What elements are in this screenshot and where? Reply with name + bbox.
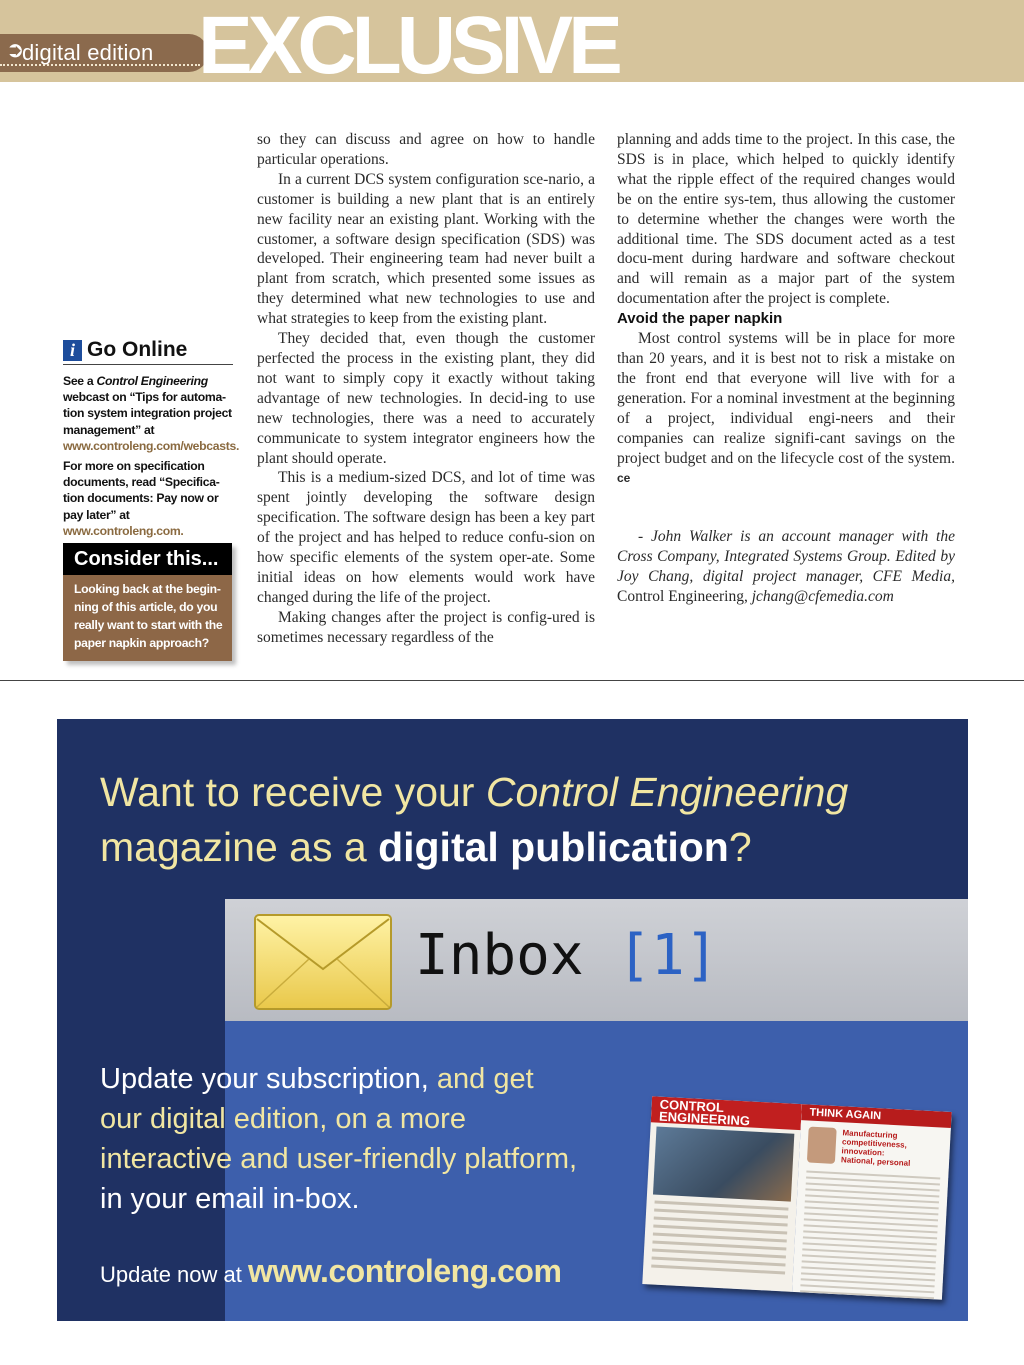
article-text: Most control systems will be in place for more than 20 years, and it is best not to risk a mistake on the front end that everyone will live with for a generation. For a nominal investment at the beginning of a project, individual engi-neers and their companies can realize signifi-cant savings on the project budget and on the lifecycle cost of the system.: [617, 330, 955, 467]
article-paragraph: [617, 329, 955, 489]
ad-copy-line: Update your subscription,: [100, 1063, 429, 1095]
ad-headline: [100, 765, 940, 875]
article-paragraph: so they can discuss and agree on how to handle particular operations.: [257, 131, 595, 168]
ad-copy-line: interactive and user-friendly platform,: [100, 1143, 578, 1175]
section-subhead: Avoid the paper napkin: [617, 310, 783, 328]
ad-headline-text: magazine as a: [100, 824, 367, 870]
ad-url-link[interactable]: www.controleng.com: [248, 1253, 562, 1289]
spec-text: For more on specification documents, read “Specifica-tion documents: Pay now or pay later” at: [63, 459, 220, 522]
go-online-header: [63, 338, 233, 365]
inbox-label: [415, 923, 718, 988]
arrow-icon: ➲: [6, 38, 25, 63]
magazine-blurb: Manufacturing competitiveness, innovation: National, personal: [840, 1128, 911, 1168]
go-online-title: Go Online: [87, 338, 188, 361]
magazine-portrait: [807, 1127, 837, 1164]
article-paragraph: They decided that, even though the customer perfected the process in the existing plant, they did not want to simply copy it exactly without taking advantage of new technologies. In decid-ing to use new technologies, there was a need to accurately communicate to system integrator engineers how the plant should operate.: [257, 330, 595, 467]
webcast-text: webcast on “Tips for automa-tion system integration project management” at: [63, 390, 232, 437]
bio-text: - John Walker is an account manager with the Cross Company, Integrated Systems Group. Edited by Joy Chang, digital project manager, CFE Media,: [617, 528, 955, 586]
article-paragraph: This is a medium-sized DCS, and lot of time was spent jointly developing the software design specification. The software design has been a key part of the project and has helped to reduce confu-sion on how specific elements of the system oper-ate. Some initial ideas on how elements would work have changed during the life of the project.: [257, 469, 595, 606]
dotted-rule: [0, 64, 200, 66]
ad-copy-line: in your email in-box.: [100, 1183, 360, 1215]
article-paragraph: Making changes after the project is config-ured is sometimes necessary regardless of the: [257, 608, 595, 646]
webcast-brand: Control Engineering: [96, 374, 208, 388]
bio-email[interactable]: jchang@cfemedia.com: [751, 588, 894, 606]
spec-paragraph: [63, 458, 233, 539]
exclusive-banner: EXCLUSIVE: [198, 0, 618, 91]
ad-copy-line: and get: [436, 1063, 534, 1095]
article-paragraph: planning and adds time to the project. In this case, the SDS is in place, which helped to quickly identify what the ripple effect of the required changes would be on the entire sys-tem, thus allowing the customer to determine whether the changes were worth the additional time. The SDS document acted as a test docu-ment during hardware and software checkout and will remain as a major part of the system documentation after the project is complete.: [617, 131, 955, 308]
magazine-page-header: THINK AGAIN: [801, 1104, 952, 1128]
article-column-right: [617, 130, 955, 607]
webcast-text-start: See a: [63, 374, 94, 388]
magazine-photo: [653, 1127, 794, 1202]
consider-this-box: [63, 543, 232, 661]
webcast-paragraph: [63, 373, 240, 454]
go-online-box: [63, 338, 240, 543]
ad-update-label: Update now at: [100, 1262, 242, 1287]
magazine-text-lines: [651, 1201, 789, 1280]
ad-headline-strong: digital publication: [378, 824, 729, 870]
digital-edition-label: digital edition: [22, 40, 154, 65]
magazine-cover: [642, 1096, 802, 1292]
end-mark: ce: [617, 471, 631, 486]
envelope-icon: [253, 913, 393, 1011]
go-online-body: [63, 373, 240, 539]
section-divider: [0, 680, 1024, 681]
spec-link[interactable]: www.controleng.com.: [63, 523, 184, 538]
consider-this-text: Looking back at the begin-ning of this article, do you really want to start with the paper napkin approach?: [74, 582, 223, 650]
article-paragraph: In a current DCS system configuration sce-nario, a customer is building a new plant that is an entirely new facility near an existing plant. Working with the customer, a software design specification (SDS) was developed. Their engineering team had never built a plant from scratch, which presented some issues as they determined what new technologies to use and what strategies to keep from the existing plant.: [257, 170, 595, 328]
magazine-masthead: CONTROL ENGINEERING: [651, 1096, 802, 1130]
inbox-count: [1]: [617, 923, 719, 988]
magazine-page: [792, 1104, 952, 1300]
info-icon: i: [63, 340, 82, 361]
ad-copy-line: our digital edition, on a more: [100, 1103, 466, 1135]
magazine-image: [642, 1096, 951, 1299]
author-bio: [617, 527, 955, 607]
inbox-bar: [225, 899, 968, 1021]
article-column-left: [257, 130, 595, 648]
magazine-text-lines: [798, 1170, 940, 1299]
ad-headline-brand: Control Engineering: [485, 769, 849, 815]
inbox-word: Inbox: [415, 923, 584, 988]
ad-headline-text: Want to receive your: [100, 769, 475, 815]
ad-headline-question: ?: [728, 824, 752, 870]
bio-publication: Control Engineering,: [617, 588, 748, 606]
consider-this-title: Consider this...: [63, 543, 232, 575]
webcast-link[interactable]: www.controleng.com/webcasts.: [63, 438, 240, 453]
ad-copy: [100, 1059, 577, 1219]
ad-update-line: [100, 1253, 561, 1290]
subscription-ad[interactable]: [57, 719, 968, 1321]
